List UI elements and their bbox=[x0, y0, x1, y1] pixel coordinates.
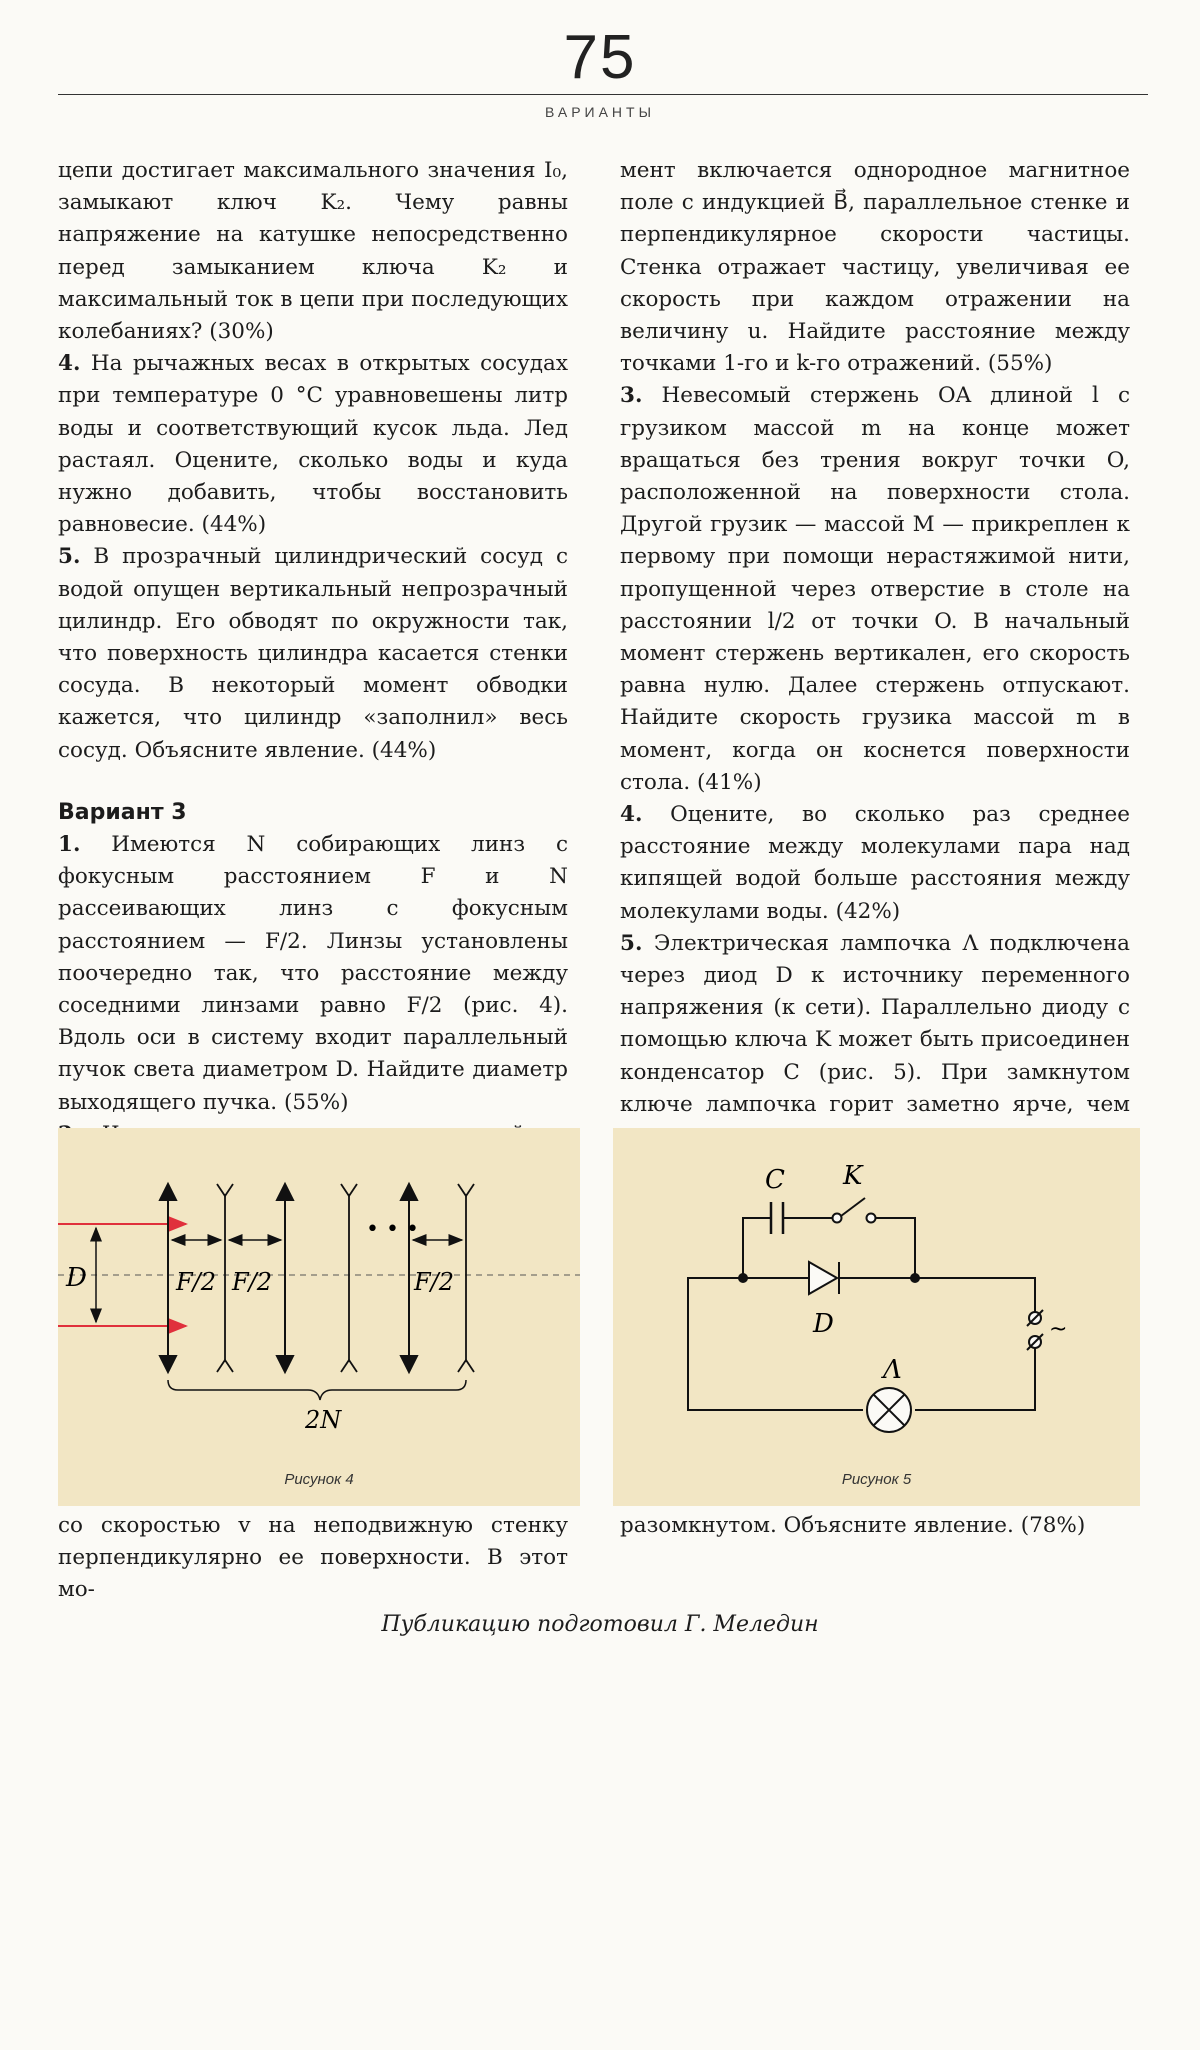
problem-number: 3. bbox=[620, 383, 643, 409]
lamp bbox=[867, 1388, 911, 1432]
label-D: D bbox=[66, 1263, 87, 1293]
diverging-lens bbox=[341, 1184, 357, 1372]
ac-terminals bbox=[1027, 1310, 1043, 1350]
problem-text: Невесомый стержень OA длиной l с грузиком массой m на конце может вращаться без трения вокруг точки O, расположенной на поверхности стола. Другой грузик — массой M — прикреплен к первому при помощи нерастяжимой нити, пропущенной через отверстие в столе на расстоянии l/2 от точки O. В начальный момент стержень вертикален, его скорость равна нулю. Далее стержень отпускают. Найдите скорость грузика массой m в момент, когда он коснется поверхности стола. (41%) bbox=[620, 383, 1130, 795]
text-after-figure-5: разомкнутом. Объясните явление. (78%) bbox=[620, 1513, 1086, 1538]
problem-text: Электрическая лампочка Λ подключена через диод D к источнику переменного напряжения (к сети). Параллельно диоду с помощью ключа K может быть присоединен конденсатор C (рис. 5). При замкнутом ключе лампочка горит заметно ярче, чем bbox=[620, 930, 1130, 1117]
problem-5 bbox=[58, 541, 568, 766]
label-C: C bbox=[765, 1165, 785, 1195]
variant-title: Вариант 3 bbox=[58, 799, 187, 825]
diode bbox=[809, 1262, 839, 1294]
switch-K bbox=[833, 1198, 876, 1223]
problem-text: В прозрачный цилиндрический сосуд с водой опущен вертикальный непрозрачный цилиндр. Его обводят по окружности так, что поверхность цилиндра касается стенки сосуда. В некоторый момент обводки кажется, что цилиндр «заполнил» весь сосуд. Объясните явление. (44%) bbox=[58, 544, 568, 763]
label-K: K bbox=[843, 1161, 863, 1191]
label-D: D bbox=[813, 1309, 834, 1339]
problem-text: Оцените, во сколько раз среднее расстояние между молекулами пара над кипящей водой больше расстояния между молекулами воды. (42%) bbox=[620, 802, 1130, 924]
brace-2N bbox=[168, 1380, 466, 1400]
wire-capacitor-branch bbox=[743, 1218, 771, 1278]
label-ac: ~ bbox=[1049, 1317, 1068, 1342]
diverging-lens bbox=[458, 1184, 474, 1372]
section-label: ВАРИАНТЫ bbox=[544, 104, 655, 120]
page-number: 75 bbox=[563, 23, 637, 92]
label-F-half: F/2 bbox=[414, 1268, 455, 1296]
label-F-half: F/2 bbox=[176, 1268, 217, 1296]
converging-lens bbox=[160, 1184, 176, 1372]
label-F-half: F/2 bbox=[232, 1268, 273, 1296]
figure-4-lens-system bbox=[58, 1128, 580, 1506]
problem-number: 4. bbox=[58, 351, 81, 377]
problem-text: На рычажных весах в открытых сосудах при температуре 0 °C уравновешены литр воды и соответствующий кусок льда. Лед растаял. Оцените, сколько воды и куда нужно добавить, чтобы восстановить равновесие. (44%) bbox=[58, 351, 568, 538]
figure-5-circuit bbox=[613, 1128, 1140, 1506]
figure-5-caption: Рисунок 5 bbox=[841, 1471, 912, 1488]
variant-problem-5 bbox=[620, 928, 1130, 1153]
text-after-figure-4: со скоростью v на неподвижную стенку перпендикулярно ее поверхности. В этот мо- bbox=[58, 1513, 568, 1603]
paragraph-continued: цепи достигает максимального значения I₀, замыкают ключ K₂. Чему равны напряжение на катушке непосредственно перед замыканием ключа K₂ и максимальный ток в цепи при последующих колебаниях? (30%) bbox=[58, 158, 568, 345]
figure-4-caption: Рисунок 4 bbox=[284, 1471, 354, 1488]
diverging-lens bbox=[217, 1184, 233, 1372]
problem-number: 1. bbox=[58, 832, 81, 858]
publication-credit: Публикацию подготовил Г. Меледин bbox=[381, 1612, 819, 1637]
lens-diagram bbox=[58, 1128, 580, 1506]
wire-switch-right bbox=[875, 1218, 915, 1278]
label-2N: 2N bbox=[305, 1406, 342, 1434]
problem-number: 4. bbox=[620, 802, 643, 828]
label-ellipsis: • • • bbox=[366, 1217, 419, 1242]
junction-dot bbox=[910, 1273, 920, 1283]
converging-lens bbox=[277, 1184, 293, 1372]
problem-number: 5. bbox=[620, 930, 643, 956]
paragraph-continued: мент включается однородное магнитное поле с индукцией B⃗, параллельное стенке и перпендикулярное скорости частицы. Стенка отражает частицу, увеличивая ее скорость при каждом отражении на величину u. Найдите расстояние между точками 1-го и k-го отражений. (55%) bbox=[620, 158, 1130, 377]
header-rule bbox=[58, 94, 1148, 95]
problem-number: 5. bbox=[58, 544, 81, 570]
variant-problem-4 bbox=[620, 799, 1130, 928]
circuit-diagram bbox=[613, 1128, 1140, 1506]
left-column bbox=[58, 155, 568, 1183]
right-column bbox=[620, 155, 1130, 1153]
variant-problem-3 bbox=[620, 380, 1130, 799]
junction-dot bbox=[738, 1273, 748, 1283]
problem-4 bbox=[58, 348, 568, 541]
problem-text: Имеются N собирающих линз с фокусным расстоянием F и N рассеивающих линз с фокусным расстоянием — F/2. Линзы установлены поочередно так, что расстояние между соседними линзами равно F/2 (рис. 4). Вдоль оси в систему входит параллельный пучок света диаметром D. Найдите диаметр выходящего пучка. (55%) bbox=[58, 832, 568, 1115]
capacitor bbox=[771, 1202, 783, 1234]
wire-loop-right bbox=[915, 1344, 1035, 1410]
label-lamp: Λ bbox=[883, 1355, 902, 1385]
variant-problem-1 bbox=[58, 829, 568, 1119]
wire-top-right bbox=[915, 1278, 1035, 1314]
wire-loop bbox=[688, 1278, 863, 1410]
